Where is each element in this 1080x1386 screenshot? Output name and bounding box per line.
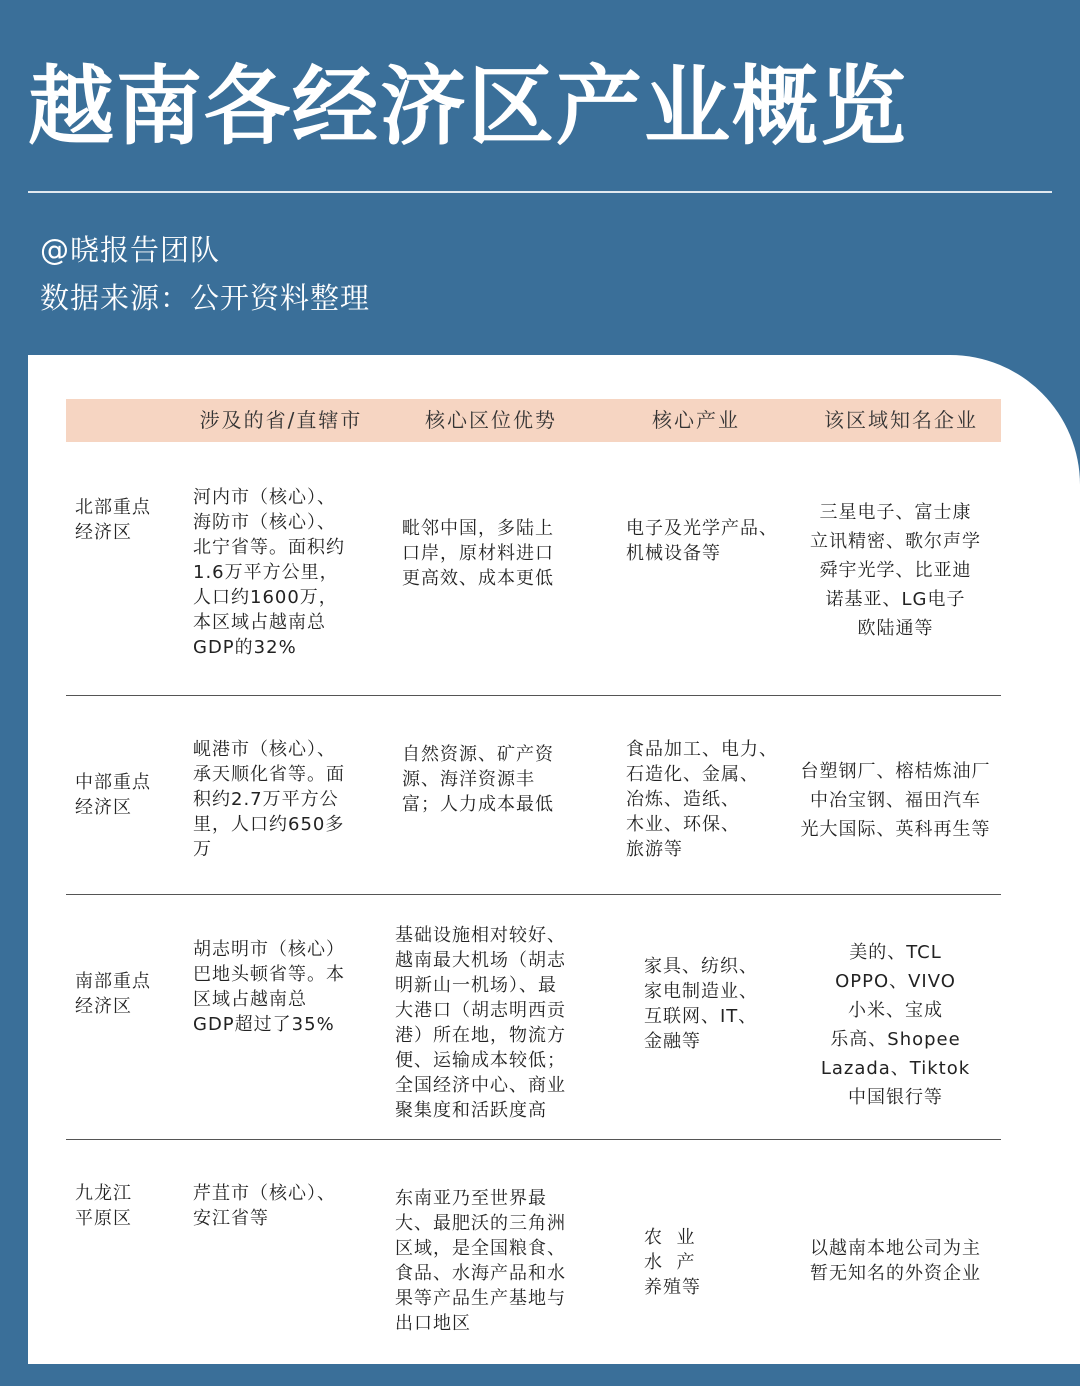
table-header	[66, 399, 1001, 442]
row-region: 北部重点 经济区	[75, 497, 151, 543]
row-industry: 电子及光学产品、 机械设备等	[626, 518, 778, 564]
row-industry: 家具、纺织、 家电制造业、 互联网、IT、 金融等	[644, 956, 758, 1052]
author-label: @晓报告团队	[40, 233, 221, 267]
row-companies: 以越南本地公司为主 暂无知名的外资企业	[810, 1238, 981, 1284]
row-companies: 美的、TCL OPPO、VIVO 小米、宝成 乐高、Shopee Lazada、Tiktok 中国银行等	[820, 942, 971, 1108]
row-region: 九龙江 平原区	[75, 1183, 132, 1229]
header-companies: 该区域知名企业	[824, 408, 978, 432]
source-label: 数据来源：公开资料整理	[40, 281, 371, 315]
row-advantage: 毗邻中国，多陆上 口岸，原材料进口 更高效、成本更低	[402, 518, 554, 589]
row-region: 中部重点 经济区	[75, 772, 151, 818]
header-provinces: 涉及的省/直辖市	[199, 408, 363, 432]
row-divider	[66, 894, 1001, 895]
row-provinces: 芹苴市（核心）、 安江省等	[193, 1183, 336, 1229]
row-companies: 三星电子、富士康 立讯精密、歌尔声学 舜宇光学、比亚迪 诺基亚、LG电子 欧陆通等	[810, 502, 981, 639]
row-industry: 农 业 水 产 养殖等	[644, 1227, 701, 1298]
row-provinces: 河内市（核心）、 海防市（核心）、 北宁省等。面积约 1.6万平方公里， 人口约1600万， 本区域占越南总 GDP的32%	[193, 487, 345, 658]
header-advantage: 核心区位优势	[425, 408, 557, 432]
row-divider	[66, 1139, 1001, 1140]
row-divider	[66, 695, 1001, 696]
row-provinces: 岘港市（核心）、 承天顺化省等。面 积约2.7万平方公 里，人口约650多 万	[193, 739, 345, 860]
row-industry: 食品加工、电力、 石造化、金属、 冶炼、造纸、 木业、环保、 旅游等	[626, 739, 778, 860]
row-provinces: 胡志明市（核心） 巴地头顿省等。本 区域占越南总 GDP超过了35%	[193, 939, 345, 1035]
row-advantage: 基础设施相对较好、 越南最大机场（胡志 明新山一机场）、最 大港口（胡志明西贡 港）所在地，物流方 便、运输成本较低； 全国经济中心、商业 聚集度和活跃度高	[395, 925, 566, 1121]
page-title: 越南各经济区产业概览	[28, 57, 908, 157]
table-card	[28, 355, 1080, 1364]
title-divider	[28, 191, 1052, 193]
row-region: 南部重点 经济区	[75, 971, 151, 1017]
header-industry: 核心产业	[652, 408, 740, 432]
row-companies: 台塑钢厂、榕桔炼油厂 中冶宝钢、福田汽车 光大国际、英科再生等	[800, 761, 991, 840]
row-advantage: 自然资源、矿产资 源、海洋资源丰 富；人力成本最低	[402, 744, 554, 815]
row-advantage: 东南亚乃至世界最 大、最肥沃的三角洲 区域，是全国粮食、 食品、水海产品和水 果等产品生产基地与 出口地区	[395, 1188, 566, 1334]
